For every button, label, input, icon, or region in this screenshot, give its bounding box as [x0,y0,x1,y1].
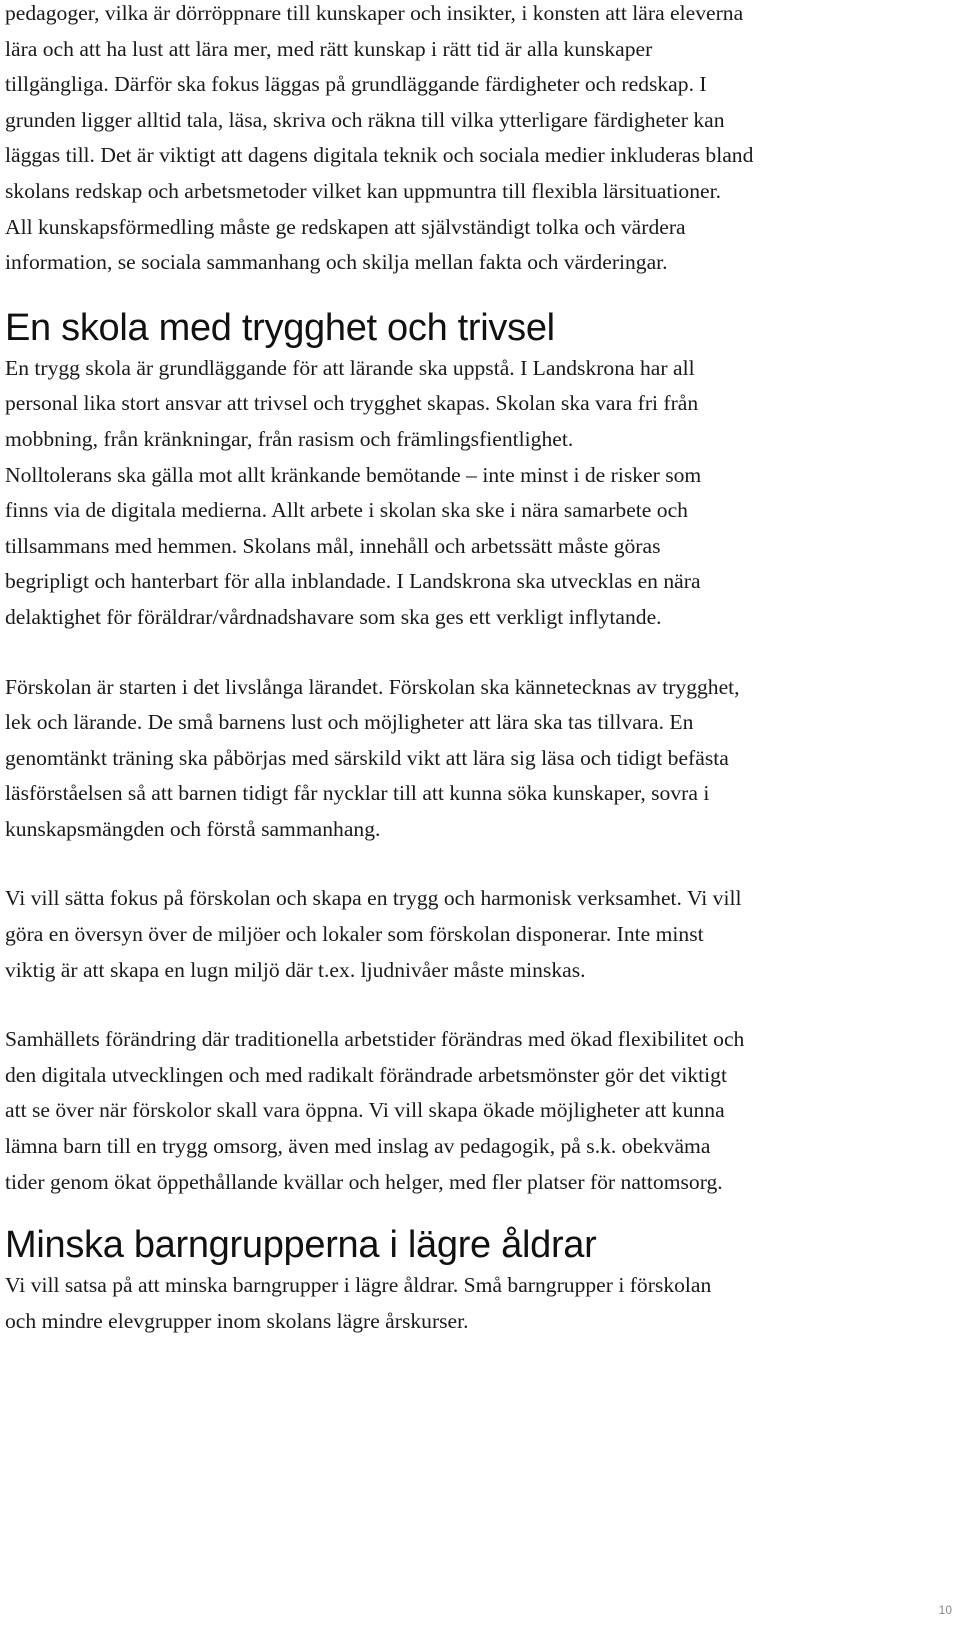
text-line: läggas till. Det är viktigt att dagens digitala teknik och sociala medier inkluderas bland [5,143,754,168]
text-line: göra en översyn över de miljöer och lokaler som förskolan disponerar. Inte minst [5,922,704,947]
text-line: personal lika stort ansvar att trivsel och trygghet skapas. Skolan ska vara fri från [5,391,699,416]
text-line: tillsammans med hemmen. Skolans mål, innehåll och arbetssätt måste göras [5,533,661,558]
intro-paragraph [5,0,950,281]
paragraph-minska-barngrupper [5,1268,950,1339]
page-number: 10 [938,1603,952,1617]
paragraph-gap [5,988,950,1022]
text-line: viktig är att skapa en lugn miljö där t.ex. ljudnivåer måste minskas. [5,957,586,982]
text-line: tider genom ökat öppethållande kvällar och helger, med fler platser för nattomsorg. [5,1169,723,1194]
section-heading-barngrupper: Minska barngrupperna i lägre åldrar [5,1224,597,1267]
paragraph-trygg-skola [5,351,950,636]
text-line: Nolltolerans ska gälla mot allt kränkande bemötande – inte minst i de risker som [5,462,702,487]
text-line: läsförståelsen så att barnen tidigt får nycklar till att kunna söka kunskaper, sovra i [5,781,710,806]
text-line: genomtänkt träning ska påbörjas med särskild vikt att lära sig läsa och tidigt befästa [5,745,729,770]
text-line: En trygg skola är grundläggande för att lärande ska uppstå. I Landskrona har all [5,355,695,380]
paragraph-fokus-forskolan [5,881,950,988]
document-page [5,0,950,1339]
paragraph-gap [5,636,950,670]
paragraph-samhallets-forandring [5,1022,950,1200]
text-line: pedagoger, vilka är dörröppnare till kunskaper och insikter, i konsten att lära eleverna [5,1,744,25]
text-line: lära och att ha lust att lära mer, med rätt kunskap i rätt tid är alla kunskaper [5,36,653,61]
text-line: den digitala utvecklingen och med radikalt förändrade arbetsmönster gör det viktigt [5,1062,727,1087]
text-line: och mindre elevgrupper inom skolans lägre årskurser. [5,1308,469,1333]
text-line: information, se sociala sammanhang och skilja mellan fakta och värderingar. [5,250,668,275]
text-line: All kunskapsförmedling måste ge redskapen att självständigt tolka och värdera [5,214,686,239]
text-line: Förskolan är starten i det livslånga lärandet. Förskolan ska kännetecknas av trygghet, [5,674,740,699]
paragraph-gap [5,847,950,881]
text-line: finns via de digitala medierna. Allt arbete i skolan ska ske i nära samarbete och [5,498,688,523]
text-line: delaktighet för föräldrar/vårdnadshavare som ska ges ett verkligt inflytande. [5,604,662,629]
text-line: lek och lärande. De små barnens lust och möjligheter att lära ska tas tillvara. En [5,710,694,735]
paragraph-forskolan [5,670,950,848]
text-line: Vi vill satsa på att minska barngrupper i lägre åldrar. Små barngrupper i förskolan [5,1273,712,1298]
text-line: att se över när förskolor skall vara öppna. Vi vill skapa ökade möjligheter att kunna [5,1098,725,1123]
text-line: kunskapsmängden och förstå sammanhang. [5,816,381,841]
section-heading-trygghet: En skola med trygghet och trivsel [5,306,555,349]
text-line: grunden ligger alltid tala, läsa, skriva och räkna till vilka ytterligare färdigheter kan [5,107,725,132]
text-line: mobbning, från kränkningar, från rasism och främlingsfientlighet. [5,426,574,451]
text-line: lämna barn till en trygg omsorg, även med inslag av pedagogik, på s.k. obekväma [5,1134,711,1159]
text-line: Vi vill sätta fokus på förskolan och skapa en trygg och harmonisk verksamhet. Vi vill [5,886,742,911]
text-line: begripligt och hanterbart för alla inblandade. I Landskrona ska utvecklas en nära [5,569,701,594]
text-line: skolans redskap och arbetsmetoder vilket kan uppmuntra till flexibla lärsituationer. [5,178,721,203]
text-line: Samhällets förändring där traditionella arbetstider förändras med ökad flexibilitet och [5,1027,745,1052]
text-line: tillgängliga. Därför ska fokus läggas på grundläggande färdigheter och redskap. I [5,72,707,97]
